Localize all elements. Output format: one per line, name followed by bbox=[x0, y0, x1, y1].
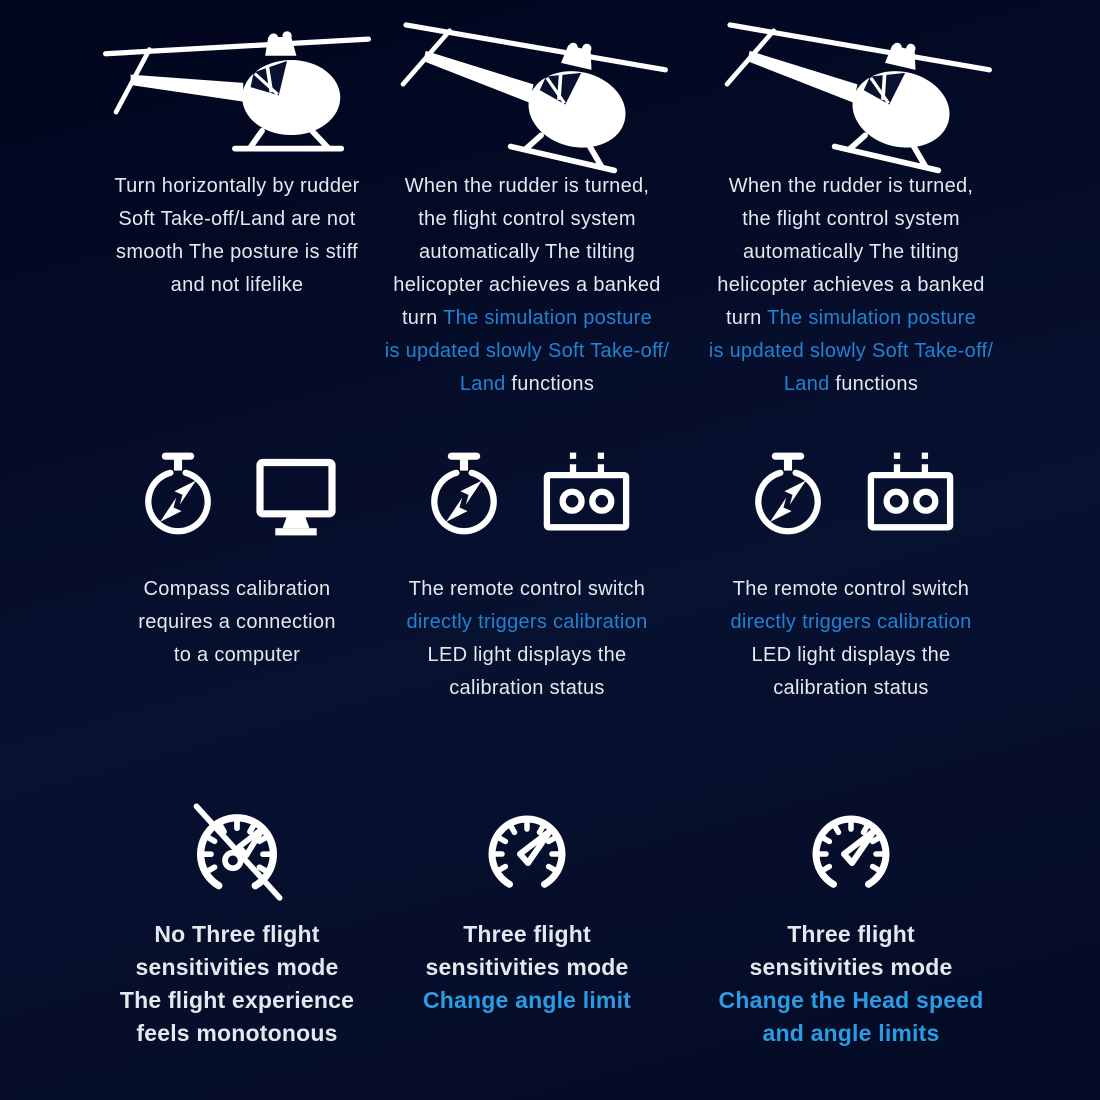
plain-text: automatically The tilting bbox=[418, 241, 636, 263]
plain-text: Three flight bbox=[787, 921, 915, 947]
highlighted-text: Land bbox=[783, 373, 830, 395]
text-line bbox=[405, 170, 650, 203]
flight-posture-text bbox=[70, 170, 404, 302]
compass-icon bbox=[419, 449, 509, 539]
row2-icon-cell bbox=[358, 438, 696, 550]
calibration-text bbox=[358, 573, 696, 705]
plain-text: sensitivities mode bbox=[749, 954, 953, 980]
plain-text: the flight control system bbox=[742, 208, 960, 230]
text-line bbox=[385, 335, 670, 368]
flight-posture-text bbox=[678, 170, 1024, 401]
plain-text: helicopter achieves a banked bbox=[717, 274, 985, 296]
plain-text: When the rudder is turned, bbox=[404, 175, 650, 197]
text-line bbox=[428, 639, 627, 672]
plain-text: sensitivities mode bbox=[425, 954, 629, 980]
plain-text: requires a connection bbox=[138, 611, 336, 633]
text-line bbox=[709, 335, 994, 368]
text-line bbox=[393, 269, 660, 302]
text-line bbox=[425, 951, 628, 984]
plain-text: functions bbox=[505, 373, 595, 395]
row3-icon-cell bbox=[70, 792, 404, 906]
row2-icon-cell bbox=[678, 438, 1024, 550]
text-line bbox=[449, 672, 604, 705]
monitor-icon bbox=[251, 449, 341, 539]
highlighted-text: and angle limits bbox=[762, 1020, 940, 1046]
column-upgraded-a bbox=[358, 0, 696, 1100]
highlighted-text: Change angle limit bbox=[422, 987, 632, 1013]
text-line bbox=[752, 639, 951, 672]
highlighted-text: Land bbox=[459, 373, 506, 395]
text-line bbox=[773, 672, 928, 705]
plain-text: LED light displays the bbox=[751, 644, 951, 666]
highlighted-text: is updated slowly Soft Take-off/ bbox=[708, 340, 994, 362]
text-line bbox=[135, 951, 338, 984]
helicopter-banked-icon bbox=[378, 0, 676, 187]
text-line bbox=[730, 606, 971, 639]
plain-text: feels monotonous bbox=[136, 1020, 338, 1046]
row3-icon-cell bbox=[678, 792, 1024, 906]
sensitivity-text bbox=[358, 918, 696, 1017]
text-line bbox=[120, 984, 354, 1017]
remote-control-icon bbox=[861, 449, 960, 539]
plain-text: turn bbox=[725, 307, 768, 329]
column-basic bbox=[70, 0, 404, 1100]
text-line bbox=[174, 639, 300, 672]
calibration-text bbox=[70, 573, 404, 672]
plain-text: sensitivities mode bbox=[135, 954, 339, 980]
text-line bbox=[114, 170, 359, 203]
plain-text: the flight control system bbox=[418, 208, 636, 230]
helicopter-icon bbox=[101, 12, 373, 158]
text-line bbox=[116, 236, 358, 269]
text-line bbox=[733, 573, 969, 606]
plain-text: Three flight bbox=[463, 921, 591, 947]
text-line bbox=[742, 203, 960, 236]
text-line bbox=[717, 269, 984, 302]
text-line bbox=[762, 1017, 939, 1050]
text-line bbox=[409, 573, 645, 606]
text-line bbox=[423, 984, 631, 1017]
text-line bbox=[418, 203, 636, 236]
plain-text: to a computer bbox=[173, 644, 301, 666]
highlighted-text: Change the Head speed bbox=[718, 987, 984, 1013]
plain-text: When the rudder is turned, bbox=[728, 175, 974, 197]
sensitivity-text bbox=[678, 918, 1024, 1050]
row1-icon-cell bbox=[70, 14, 404, 156]
text-line bbox=[749, 951, 952, 984]
text-line bbox=[719, 984, 984, 1017]
flight-posture-text bbox=[358, 170, 696, 401]
text-line bbox=[171, 269, 304, 302]
speedometer-crossed-icon bbox=[181, 797, 293, 901]
highlighted-text: The simulation posture bbox=[443, 307, 653, 329]
text-line bbox=[729, 170, 974, 203]
plain-text: and not lifelike bbox=[170, 274, 304, 296]
helicopter-banked-wrapper bbox=[702, 0, 1000, 187]
text-line bbox=[787, 918, 915, 951]
plain-text: The remote control switch bbox=[732, 578, 970, 600]
plain-text: LED light displays the bbox=[427, 644, 627, 666]
plain-text: Compass calibration bbox=[143, 578, 331, 600]
text-line bbox=[784, 368, 918, 401]
column-upgraded-b bbox=[678, 0, 1024, 1100]
text-line bbox=[138, 606, 336, 639]
plain-text: functions bbox=[829, 373, 919, 395]
highlighted-text: directly triggers calibration bbox=[730, 611, 972, 633]
row2-icon-cell bbox=[70, 438, 404, 550]
text-line bbox=[419, 236, 635, 269]
text-line bbox=[743, 236, 959, 269]
helicopter-banked-icon bbox=[702, 0, 1000, 187]
row3-icon-cell bbox=[358, 792, 696, 906]
highlighted-text: directly triggers calibration bbox=[406, 611, 648, 633]
plain-text: Turn horizontally by rudder bbox=[114, 175, 360, 197]
plain-text: helicopter achieves a banked bbox=[393, 274, 661, 296]
text-line bbox=[144, 573, 331, 606]
text-line bbox=[406, 606, 647, 639]
text-line bbox=[402, 302, 652, 335]
remote-control-icon bbox=[537, 449, 636, 539]
plain-text: Soft Take-off/Land are not bbox=[118, 208, 356, 230]
text-line bbox=[463, 918, 591, 951]
plain-text: calibration status bbox=[773, 677, 929, 699]
plain-text: The remote control switch bbox=[408, 578, 646, 600]
highlighted-text: The simulation posture bbox=[767, 307, 977, 329]
helicopter-banked-wrapper bbox=[378, 0, 676, 187]
highlighted-text: is updated slowly Soft Take-off/ bbox=[384, 340, 670, 362]
speedometer-icon bbox=[473, 799, 581, 899]
plain-text: turn bbox=[401, 307, 444, 329]
compass-icon bbox=[133, 449, 223, 539]
plain-text: No Three flight bbox=[154, 921, 320, 947]
row1-icon-cell bbox=[358, 14, 696, 156]
sensitivity-text bbox=[70, 918, 404, 1050]
text-line bbox=[726, 302, 976, 335]
plain-text: automatically The tilting bbox=[742, 241, 960, 263]
text-line bbox=[136, 1017, 337, 1050]
plain-text: smooth The posture is stiff bbox=[116, 241, 358, 263]
plain-text: calibration status bbox=[449, 677, 605, 699]
row1-icon-cell bbox=[678, 14, 1024, 156]
compass-icon bbox=[743, 449, 833, 539]
text-line bbox=[118, 203, 355, 236]
calibration-text bbox=[678, 573, 1024, 705]
text-line bbox=[460, 368, 594, 401]
plain-text: The flight experience bbox=[119, 987, 355, 1013]
text-line bbox=[154, 918, 319, 951]
speedometer-icon bbox=[797, 799, 905, 899]
